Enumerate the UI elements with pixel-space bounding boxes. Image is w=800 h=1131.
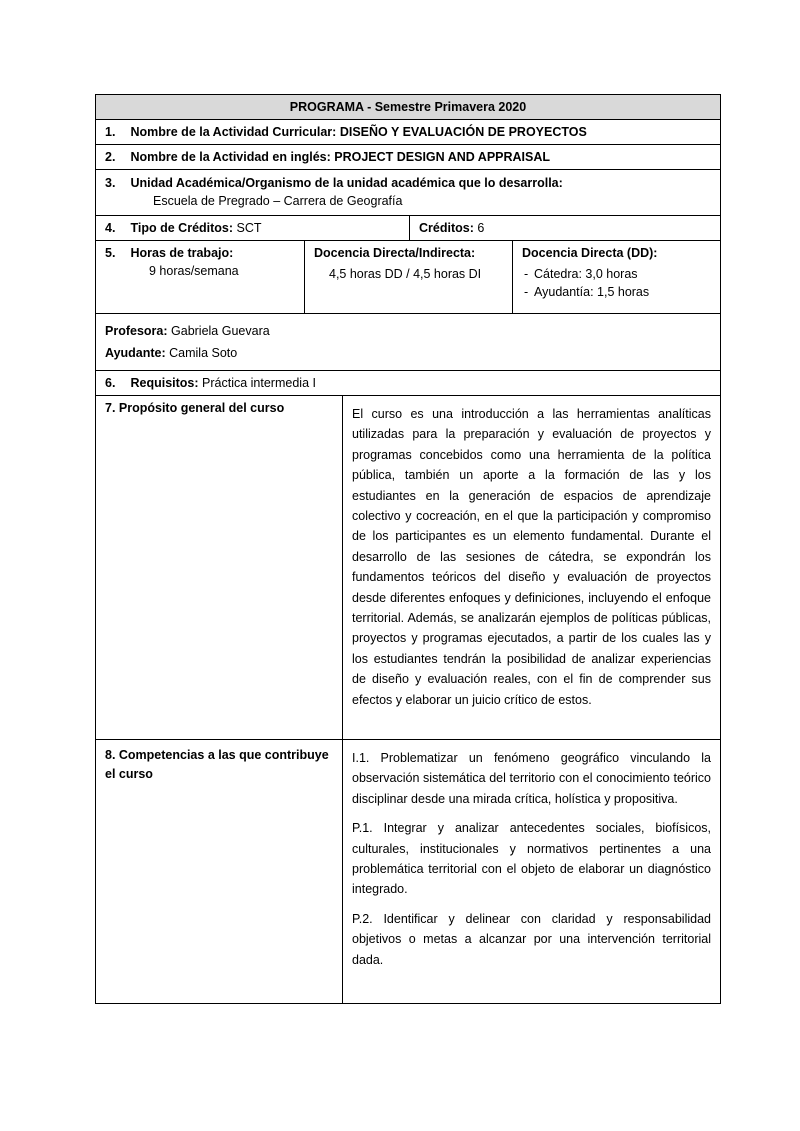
row-course-name (95, 120, 721, 145)
assistant-value: Camila Soto (169, 346, 238, 360)
competency-item: I.1. Problematizar un fenómeno geográfico vinculando la observación sistemática del territorio con el conocimiento teórico disciplinar desde una mirada crítica, holística y propositiva. (352, 751, 711, 806)
row-staff (95, 314, 721, 371)
row-competencies (95, 740, 721, 1004)
direct-indirect-value: 4,5 horas DD / 4,5 horas DI (329, 267, 482, 281)
direct-indirect-label: Docencia Directa/Indirecta: (314, 246, 476, 260)
row-number: 6. (105, 376, 116, 390)
course-purpose-label: 7. Propósito general del curso (105, 401, 285, 415)
direct-indirect-cell (305, 241, 513, 313)
row-number: 3. (105, 176, 116, 190)
list-item: - Cátedra: 3,0 horas (522, 265, 711, 283)
row-number: 2. (105, 150, 116, 164)
academic-unit-label: Unidad Académica/Organismo de la unidad académica que lo desarrolla: (130, 176, 563, 190)
row-work-hours (95, 241, 721, 314)
row-credits (95, 216, 721, 241)
credit-type-cell (96, 216, 410, 240)
course-purpose-text: El curso es una introducción a las herramientas analíticas utilizadas para la preparación y evaluación de proyectos y programas concebidos como una herramienta de la política pública, también un aporte a la formación de las y los estudiantes en la generación de espacios de aprendizaje colectivo y cocreación, en el que la participación y compromiso de los participantes es un elemento fundamental. Durante el desarrollo de las sesiones de cátedra, se expondrán los fundamentos teóricos del diseño y evaluación de proyectos desde diferentes enfoques y definiciones, incluyendo el enfoque territorial. Además, se analizarán ejemplos de políticas públicas, proyectos y programas ejecutados, a partir de los cuales las y los estudiantes tendrán la posibilidad de analizar experiencias de diseño y evaluación reales, con el fin de comprender sus efectos y elaborar un juicio crítico de estos. (352, 407, 711, 707)
row-number: 5. (105, 246, 116, 260)
list-item: - Ayudantía: 1,5 horas (522, 283, 711, 301)
row-number: 4. (105, 221, 116, 235)
competency-item: P.2. Identificar y delinear con claridad y responsabilidad objetivos o metas a alcanzar por una intervención territorial dada. (352, 911, 711, 967)
credits-value: 6 (477, 221, 485, 235)
direct-teaching-cell (513, 241, 720, 313)
program-title: PROGRAMA - Semestre Primavera 2020 (95, 94, 721, 120)
competencies-list (343, 740, 720, 1003)
program-document (95, 94, 721, 1004)
academic-unit-value: Escuela de Pregrado – Carrera de Geografía (153, 194, 403, 208)
row-number: 1. (105, 125, 116, 139)
credits-cell (410, 216, 720, 240)
work-hours-value: 9 horas/semana (149, 264, 239, 278)
course-name-value: DISEÑO Y EVALUACIÓN DE PROYECTOS (339, 125, 587, 139)
course-name-label: Nombre de la Actividad Curricular: (130, 125, 337, 139)
row-course-purpose (95, 396, 721, 740)
requirements-label: Requisitos: (130, 376, 199, 390)
direct-teaching-label: Docencia Directa (DD): (522, 246, 658, 260)
requirements-value: Práctica intermedia I (202, 376, 316, 390)
credit-type-label: Tipo de Créditos: (130, 221, 234, 235)
row-requirements (95, 371, 721, 396)
competencies-label-cell (96, 740, 343, 1003)
assistant-label: Ayudante: (105, 346, 166, 360)
credits-label: Créditos: (419, 221, 474, 235)
english-name-label: Nombre de la Actividad en inglés: (130, 150, 331, 164)
direct-teaching-list (522, 262, 711, 301)
credit-type-value: SCT (236, 221, 262, 235)
course-purpose-label-cell (96, 396, 343, 739)
english-name-value: PROJECT DESIGN AND APPRAISAL (334, 150, 551, 164)
work-hours-label: Horas de trabajo: (130, 246, 234, 260)
row-course-name-english (95, 145, 721, 170)
competencies-label: 8. Competencias a las que contribuye el curso (105, 748, 329, 781)
competency-item: P.1. Integrar y analizar antecedentes sociales, biofísicos, culturales, institucionales y normativos pertinentes a una problemática territorial con el objeto de elaborar un diagnóstico integrado. (352, 821, 711, 897)
row-academic-unit (95, 170, 721, 216)
professor-label: Profesora: (105, 324, 168, 338)
professor-value: Gabriela Guevara (171, 324, 270, 338)
work-hours-cell (96, 241, 305, 313)
